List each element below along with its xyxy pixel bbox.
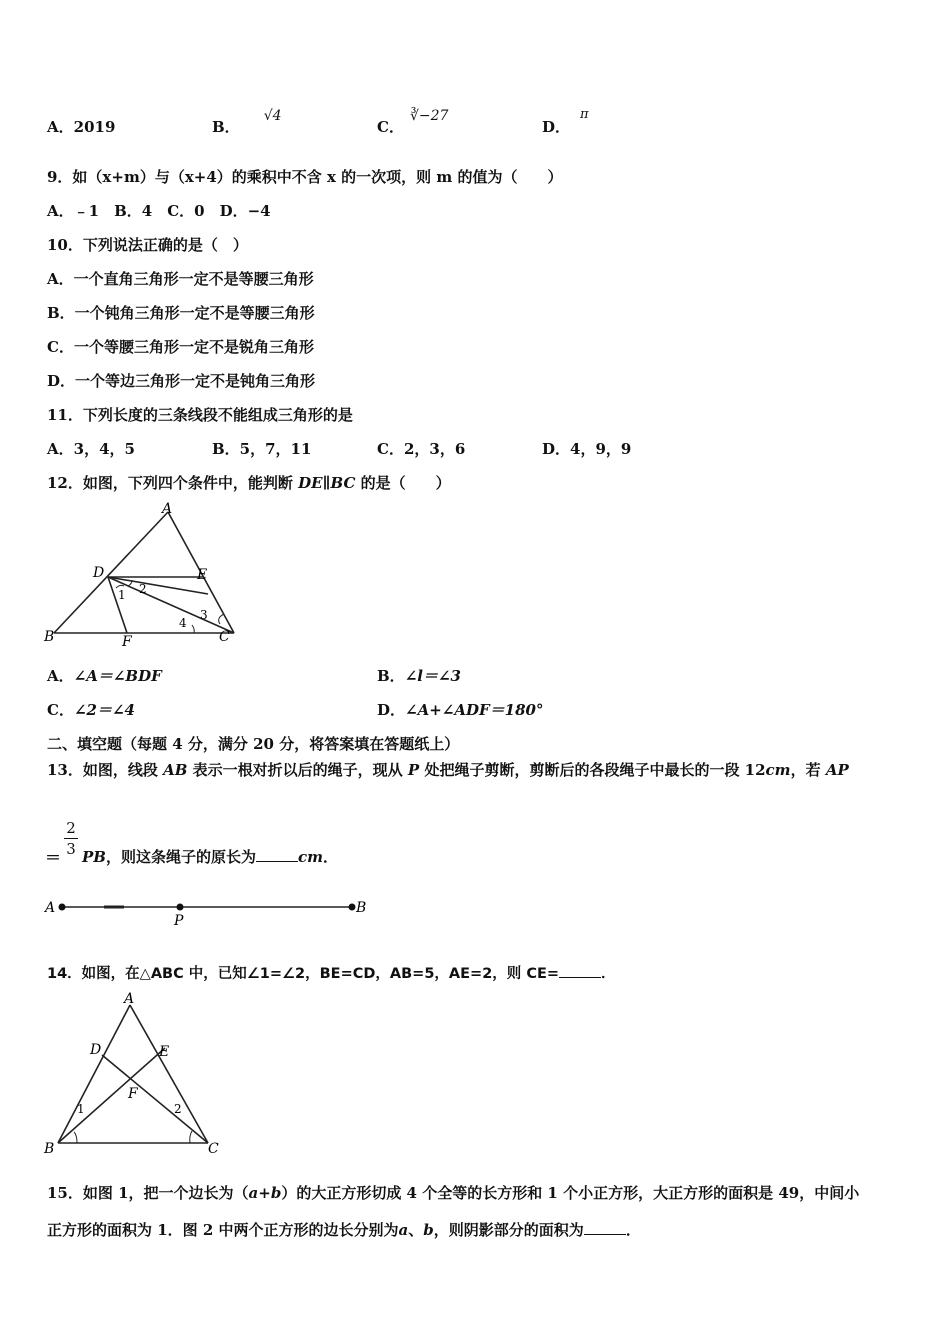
q13-figure-segment — [40, 893, 380, 931]
q14-label-d: D — [90, 1042, 102, 1058]
q14-label-e: E — [159, 1044, 170, 1060]
q12-angle-1: 1 — [118, 588, 126, 602]
q10-stem: 10．下列说法正确的是（ ） — [47, 236, 248, 254]
q9-options: A．﹣1 B．4 C．0 D．−4 — [47, 202, 271, 220]
q15-stem-line2: 正方形的面积为 1．图 2 中两个正方形的边长分别为a、b，则阴影部分的面积为 ． — [47, 1221, 641, 1239]
q9-stem: 9．如（x+m）与（x+4）的乘积中不含 x 的一次项，则 m 的值为（ ） — [47, 168, 563, 186]
q12-label-c: C — [219, 629, 230, 645]
q14-label-b: B — [44, 1141, 55, 1157]
q12-option-c: C．∠2＝∠4 — [47, 701, 135, 719]
q13-equals: ＝ — [45, 848, 62, 867]
q12-option-b: B．∠l＝∠3 — [377, 667, 461, 685]
q11-option-a: A．3，4，5 — [47, 440, 135, 458]
q8-option-c: C．∛−27 — [377, 108, 449, 136]
q13-label-b: B — [356, 900, 367, 916]
q12-label-e: E — [197, 567, 208, 583]
q12-label-d: D — [93, 565, 105, 581]
q12-label-f: F — [122, 634, 132, 650]
q14-angle-1: 1 — [77, 1102, 85, 1116]
q13-fraction — [64, 818, 78, 859]
q10-option-d: D．一个等边三角形一定不是钝角三角形 — [47, 372, 316, 390]
q12-angle-2: 2 — [139, 582, 147, 596]
q8-option-d: D．π — [542, 107, 589, 136]
q12-option-d: D．∠A+∠ADF＝180° — [377, 701, 544, 719]
q11-option-c: C．2，3，6 — [377, 440, 466, 458]
q13-frac-num: 2 — [66, 819, 76, 837]
q12-angle-4: 4 — [179, 616, 187, 630]
q14-answer-blank[interactable] — [559, 963, 601, 978]
q8-option-b: B．√4 — [212, 108, 282, 136]
q14-label-f: F — [128, 1086, 138, 1102]
q15-answer-blank[interactable] — [584, 1220, 626, 1235]
q14-label-c: C — [208, 1141, 219, 1157]
q14-label-a: A — [124, 991, 135, 1007]
q10-option-b: B．一个钝角三角形一定不是等腰三角形 — [47, 304, 315, 322]
q12-label-b: B — [44, 629, 55, 645]
q11-option-d: D．4，9，9 — [542, 440, 632, 458]
q12-stem: 12．如图，下列四个条件中，能判断 DE∥BC 的是（ ） — [47, 474, 451, 492]
q14-stem: 14．如图，在△ABC 中，已知∠1=∠2，BE=CD，AB=5，AE=2，则 CE= ． — [47, 962, 616, 983]
q12-label-a: A — [162, 501, 173, 517]
q11-option-b: B．5，7，11 — [212, 440, 312, 458]
q12-angle-3: 3 — [200, 608, 208, 622]
q12-figure-triangle — [40, 498, 240, 650]
q13-answer-blank[interactable] — [256, 847, 298, 862]
q13-frac-den: 3 — [64, 838, 78, 859]
q11-stem: 11．下列长度的三条线段不能组成三角形的是 — [47, 406, 353, 424]
q15-stem-line1: 15．如图 1，把一个边长为（a+b）的大正方形切成 4 个全等的长方形和 1 个小正方形，大正方形的面积是 49，中间小 — [47, 1184, 860, 1202]
q10-option-c: C．一个等腰三角形一定不是锐角三角形 — [47, 338, 314, 356]
q13-label-p: P — [174, 913, 184, 929]
q13-stem-line2: PB，则这条绳子的原长为 cm． — [82, 848, 339, 866]
q13-label-a: A — [45, 900, 56, 916]
q10-option-a: A．一个直角三角形一定不是等腰三角形 — [47, 270, 314, 288]
section2-title: 二、填空题（每题 4 分，满分 20 分，将答案填在答题纸上） — [47, 735, 460, 753]
q8-option-a: A．2019 — [47, 118, 116, 136]
q13-stem-line1: 13．如图，线段 AB 表示一根对折以后的绳子，现从 P 处把绳子剪断，剪断后的各段绳子中最长的一段 12cm，若 AP — [47, 761, 849, 779]
q14-figure-triangle — [40, 988, 230, 1160]
q14-angle-2: 2 — [174, 1102, 182, 1116]
q12-option-a: A．∠A＝∠BDF — [47, 667, 162, 685]
